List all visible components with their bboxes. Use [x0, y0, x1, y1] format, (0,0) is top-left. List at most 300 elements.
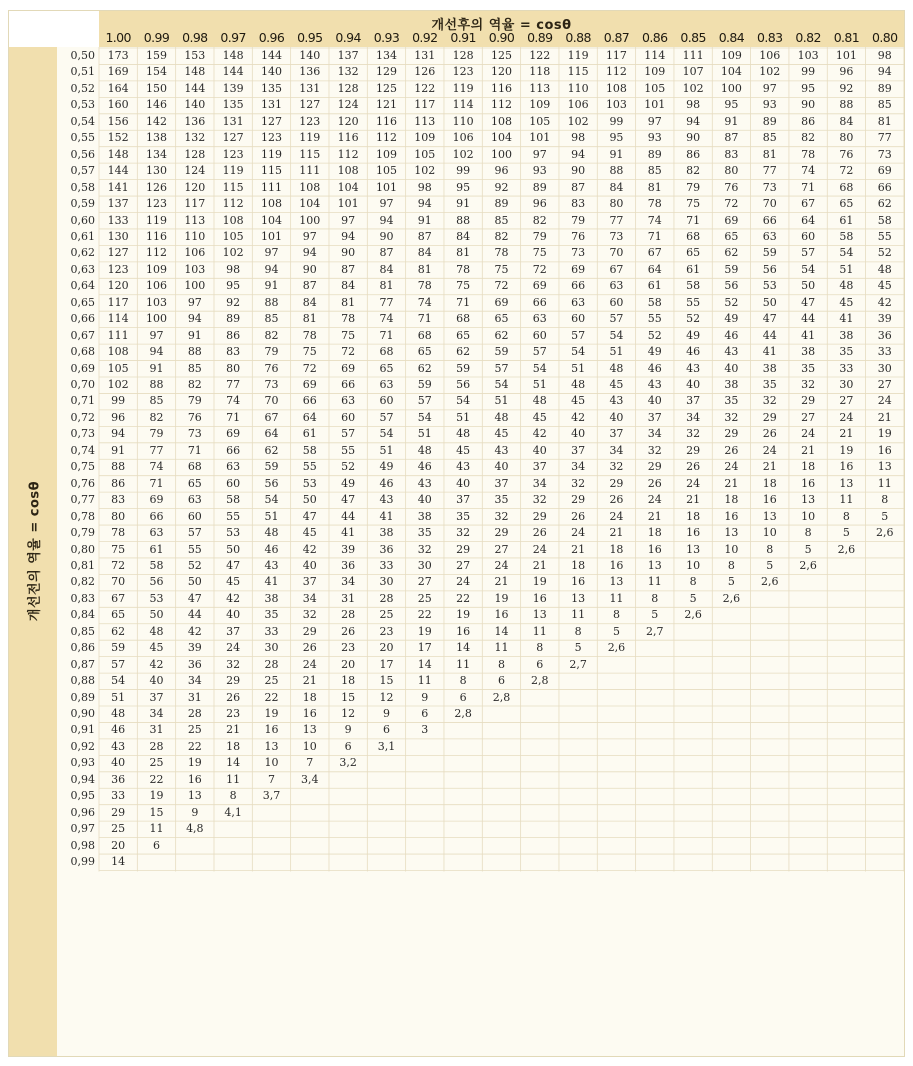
- row-label: 0,66: [70, 312, 95, 326]
- table-cell: 90: [341, 246, 356, 260]
- table-cell: 122: [414, 81, 436, 95]
- table-cell: 42: [187, 624, 202, 638]
- table-cell: 6: [382, 723, 390, 737]
- table-cell: 62: [417, 361, 432, 375]
- table-cell: 74: [417, 295, 432, 309]
- table-cell: 48: [877, 262, 892, 276]
- column-header: 0.97: [220, 30, 246, 45]
- table-cell: 8: [689, 575, 697, 589]
- table-cell: 120: [107, 279, 129, 293]
- table-cell: 35: [456, 509, 471, 523]
- row-label: 0,96: [70, 805, 95, 819]
- table-cell: 52: [341, 460, 356, 474]
- table-row: [57, 229, 904, 245]
- table-cell: 22: [456, 591, 471, 605]
- table-cell: 51: [379, 443, 394, 457]
- row-label: 0,53: [70, 98, 95, 112]
- table-cell: 21: [724, 476, 739, 490]
- table-cell: 72: [494, 279, 509, 293]
- table-cell: 64: [647, 262, 662, 276]
- table-cell: 100: [720, 81, 742, 95]
- table-cell: 35: [494, 493, 509, 507]
- table-cell: 103: [605, 98, 627, 112]
- table-cell: 11: [417, 674, 432, 688]
- table-cell: 62: [724, 246, 739, 260]
- table-cell: 102: [682, 81, 704, 95]
- table-cell: 24: [801, 427, 816, 441]
- table-cell: 110: [567, 81, 589, 95]
- table-cell: 58: [686, 279, 701, 293]
- table-cell: 54: [571, 345, 586, 359]
- table-cell: 28: [264, 657, 279, 671]
- table-cell: 76: [571, 229, 586, 243]
- table-cell: 18: [686, 509, 701, 523]
- table-cell: 87: [302, 279, 317, 293]
- table-cell: 20: [379, 641, 394, 655]
- table-cell: 24: [762, 443, 777, 457]
- table-cell: 54: [801, 262, 816, 276]
- table-cell: 75: [686, 197, 701, 211]
- table-cell: 40: [494, 460, 509, 474]
- table-cell: 78: [801, 147, 816, 161]
- row-label: 0,51: [70, 65, 95, 79]
- table-cell: 34: [571, 460, 586, 474]
- table-cell: 51: [417, 427, 432, 441]
- table-cell: 90: [801, 98, 816, 112]
- table-cell: 50: [226, 542, 241, 556]
- table-cell: 2,7: [569, 657, 587, 671]
- table-cell: 100: [490, 147, 512, 161]
- column-header: 0.98: [182, 30, 208, 45]
- table-cell: 58: [226, 493, 241, 507]
- table-cell: 14: [226, 756, 241, 770]
- table-cell: 65: [724, 229, 739, 243]
- table-cell: 88: [839, 98, 854, 112]
- table-cell: 103: [184, 262, 206, 276]
- table-cell: 16: [264, 723, 279, 737]
- table-cell: 88: [111, 460, 126, 474]
- table-cell: 152: [107, 131, 129, 145]
- table-cell: 5: [727, 575, 735, 589]
- table-cell: 54: [456, 394, 471, 408]
- table-cell: 27: [456, 558, 471, 572]
- column-headers: [99, 29, 904, 47]
- table-cell: 82: [187, 378, 202, 391]
- table-cell: 6: [497, 674, 505, 688]
- table-cell: 76: [187, 410, 202, 424]
- table-cell: 64: [801, 213, 816, 227]
- row-label: 0,60: [70, 213, 95, 227]
- table-cell: 84: [456, 229, 471, 243]
- table-cell: 26: [762, 427, 777, 441]
- table-cell: 8: [459, 674, 467, 688]
- table-row: [57, 739, 904, 755]
- table-cell: 108: [222, 213, 244, 227]
- table-cell: 117: [107, 295, 129, 309]
- table-cell: 59: [111, 641, 126, 655]
- table-cell: 74: [801, 164, 816, 178]
- table-cell: 97: [187, 295, 202, 309]
- table-cell: 32: [302, 608, 317, 622]
- table-cell: 11: [609, 591, 624, 605]
- table-cell: 8: [574, 624, 582, 638]
- table-cell: 21: [686, 493, 701, 507]
- table-cell: 48: [532, 394, 547, 408]
- table-cell: 95: [724, 98, 739, 112]
- row-label: 0,57: [70, 164, 95, 178]
- table-cell: 89: [762, 114, 777, 128]
- row-label: 0,62: [70, 246, 95, 260]
- table-cell: 15: [341, 690, 356, 704]
- table-cell: 83: [724, 147, 739, 161]
- table-cell: 119: [145, 213, 167, 227]
- table-row: [57, 393, 904, 409]
- table-cell: 90: [571, 164, 586, 178]
- table-cell: 54: [264, 493, 279, 507]
- table-cell: 105: [414, 147, 436, 161]
- table-cell: 86: [226, 328, 241, 342]
- table-cell: 51: [839, 262, 854, 276]
- table-cell: 105: [644, 81, 666, 95]
- row-label: 0,55: [70, 131, 95, 145]
- table-cell: 78: [111, 526, 126, 540]
- table-cell: 12: [341, 707, 356, 720]
- table-cell: 63: [149, 526, 164, 540]
- table-cell: 96: [111, 410, 126, 424]
- row-label: 0,69: [70, 361, 95, 375]
- table-cell: 37: [456, 493, 471, 507]
- table-cell: 26: [609, 493, 624, 507]
- table-cell: 59: [494, 345, 509, 359]
- table-cell: 108: [605, 81, 627, 95]
- row-label: 0,79: [70, 526, 95, 540]
- table-row: [57, 180, 904, 196]
- table-cell: 58: [839, 229, 854, 243]
- table-cell: 53: [302, 476, 317, 490]
- table-cell: 46: [111, 723, 126, 737]
- table-row: [57, 361, 904, 377]
- table-cell: 29: [456, 542, 471, 556]
- table-cell: 43: [379, 493, 394, 507]
- table-cell: 115: [260, 164, 282, 178]
- table-cell: 34: [341, 575, 356, 589]
- table-cell: 30: [264, 641, 279, 655]
- table-cell: 77: [609, 213, 624, 227]
- row-label: 0,50: [70, 49, 95, 62]
- table-cell: 70: [264, 394, 279, 408]
- table-cell: 62: [494, 328, 509, 342]
- table-cell: 82: [494, 229, 509, 243]
- table-cell: 102: [759, 65, 781, 79]
- table-cell: 117: [605, 49, 627, 62]
- table-cell: 19: [532, 575, 547, 589]
- table-cell: 81: [417, 262, 432, 276]
- table-cell: 19: [187, 756, 202, 770]
- table-cell: 124: [337, 98, 359, 112]
- table-cell: 122: [529, 49, 551, 62]
- table-cell: 45: [302, 526, 317, 540]
- table-cell: 61: [647, 279, 662, 293]
- table-cell: 148: [184, 65, 206, 79]
- table-cell: 11: [839, 493, 854, 507]
- table-cell: 48: [839, 279, 854, 293]
- table-cell: 49: [647, 345, 662, 359]
- table-cell: 119: [452, 81, 474, 95]
- table-cell: 21: [302, 674, 317, 688]
- table-cell: 80: [839, 131, 854, 145]
- row-label: 0,59: [70, 197, 95, 211]
- table-row: [57, 130, 904, 146]
- table-cell: 102: [567, 114, 589, 128]
- table-cell: 21: [647, 509, 662, 523]
- table-cell: 115: [567, 65, 589, 79]
- table-cell: 98: [877, 49, 892, 62]
- table-row: [57, 722, 904, 738]
- table-cell: 36: [111, 772, 126, 786]
- table-cell: 46: [379, 476, 394, 490]
- table-cell: 28: [379, 591, 394, 605]
- table-cell: 49: [724, 312, 739, 326]
- table-cell: 43: [111, 739, 126, 753]
- table-cell: 5: [881, 509, 889, 523]
- table-cell: 57: [801, 246, 816, 260]
- table-cell: 38: [839, 328, 854, 342]
- table-cell: 84: [379, 262, 394, 276]
- table-cell: 49: [686, 328, 701, 342]
- row-label: 0,81: [70, 558, 95, 572]
- table-cell: 6: [344, 739, 352, 753]
- table-cell: 57: [341, 427, 356, 441]
- table-cell: 90: [686, 131, 701, 145]
- table-cell: 25: [264, 674, 279, 688]
- table-cell: 69: [724, 213, 739, 227]
- table-cell: 48: [456, 427, 471, 441]
- table-cell: 8: [536, 641, 544, 655]
- table-cell: 36: [187, 657, 202, 671]
- table-cell: 31: [187, 690, 202, 704]
- table-cell: 101: [529, 131, 551, 145]
- table-cell: 19: [494, 591, 509, 605]
- table-cell: 37: [532, 460, 547, 474]
- table-cell: 58: [302, 443, 317, 457]
- table-cell: 32: [417, 542, 432, 556]
- table-cell: 144: [107, 164, 129, 178]
- table-cell: 75: [341, 328, 356, 342]
- table-cell: 72: [302, 361, 317, 375]
- table-cell: 63: [187, 493, 202, 507]
- table-cell: 120: [490, 65, 512, 79]
- table-cell: 32: [801, 378, 816, 391]
- table-cell: 18: [762, 476, 777, 490]
- table-cell: 17: [379, 657, 394, 671]
- table-cell: 16: [762, 493, 777, 507]
- column-header: 0.95: [297, 30, 323, 45]
- table-cell: 81: [647, 180, 662, 194]
- table-cell: 93: [647, 131, 662, 145]
- table-cell: 85: [264, 312, 279, 326]
- table-cell: 121: [375, 98, 397, 112]
- table-cell: 70: [609, 246, 624, 260]
- table-cell: 37: [686, 394, 701, 408]
- table-cell: 51: [494, 394, 509, 408]
- table-cell: 94: [264, 262, 279, 276]
- table-cell: 108: [299, 180, 321, 194]
- table-cell: 16: [801, 476, 816, 490]
- table-cell: 95: [226, 279, 241, 293]
- table-cell: 36: [877, 328, 892, 342]
- table-cell: 71: [187, 443, 202, 457]
- table-cell: 73: [571, 246, 586, 260]
- table-cell: 39: [341, 542, 356, 556]
- table-cell: 62: [456, 345, 471, 359]
- table-cell: 17: [417, 641, 432, 655]
- table-cell: 140: [260, 65, 282, 79]
- table-cell: 10: [724, 542, 739, 556]
- table-cell: 6: [421, 707, 429, 720]
- table-cell: 14: [456, 641, 471, 655]
- table-cell: 81: [379, 279, 394, 293]
- table-cell: 58: [149, 558, 164, 572]
- table-cell: 53: [226, 526, 241, 540]
- table-cell: 43: [724, 345, 739, 359]
- table-cell: 42: [149, 657, 164, 671]
- table-cell: 102: [222, 246, 244, 260]
- table-cell: 71: [226, 410, 241, 424]
- table-cell: 65: [839, 197, 854, 211]
- table-cell: 113: [529, 81, 551, 95]
- table-cell: 79: [571, 213, 586, 227]
- table-cell: 37: [571, 443, 586, 457]
- table-cell: 112: [490, 98, 512, 112]
- table-cell: 95: [456, 180, 471, 194]
- table-cell: 43: [609, 394, 624, 408]
- table-cell: 21: [762, 460, 777, 474]
- table-cell: 21: [839, 427, 854, 441]
- table-cell: 109: [375, 147, 397, 161]
- table-cell: 24: [302, 657, 317, 671]
- table-cell: 34: [609, 443, 624, 457]
- table-cell: 84: [609, 180, 624, 194]
- table-cell: 11: [494, 641, 509, 655]
- table-cell: 18: [226, 739, 241, 753]
- table-cell: 37: [647, 410, 662, 424]
- table-cell: 140: [299, 49, 321, 62]
- table-cell: 74: [149, 460, 164, 474]
- table-cell: 64: [302, 410, 317, 424]
- table-cell: 69: [226, 427, 241, 441]
- table-cell: 60: [609, 295, 624, 309]
- column-header: 1.00: [105, 30, 131, 45]
- table-cell: 35: [839, 345, 854, 359]
- row-label: 0,65: [70, 295, 95, 309]
- table-cell: 33: [379, 558, 394, 572]
- table-cell: 11: [532, 624, 547, 638]
- table-frame: [8, 10, 905, 1057]
- table-cell: 104: [260, 213, 282, 227]
- table-cell: 105: [107, 361, 129, 375]
- table-cell: 50: [149, 608, 164, 622]
- table-cell: 106: [759, 49, 781, 62]
- column-header: 0.94: [335, 30, 361, 45]
- table-cell: 59: [264, 460, 279, 474]
- table-cell: 132: [184, 131, 206, 145]
- table-cell: 119: [299, 131, 321, 145]
- table-cell: 75: [456, 279, 471, 293]
- table-cell: 91: [149, 361, 164, 375]
- table-cell: 95: [609, 131, 624, 145]
- table-cell: 66: [341, 378, 356, 391]
- table-cell: 50: [302, 493, 317, 507]
- table-cell: 146: [145, 98, 167, 112]
- table-cell: 24: [494, 558, 509, 572]
- table-cell: 130: [145, 164, 167, 178]
- table-cell: 11: [456, 657, 471, 671]
- table-cell: 103: [797, 49, 819, 62]
- table-row: [57, 558, 904, 574]
- table-cell: 14: [111, 855, 126, 869]
- table-cell: 45: [839, 295, 854, 309]
- column-header: 0.88: [565, 30, 591, 45]
- table-row: [57, 278, 904, 294]
- table-cell: 160: [107, 98, 129, 112]
- table-cell: 15: [379, 674, 394, 688]
- table-cell: 29: [494, 526, 509, 540]
- table-cell: 94: [571, 147, 586, 161]
- table-cell: 54: [417, 410, 432, 424]
- table-cell: 2,8: [454, 707, 472, 720]
- table-cell: 45: [609, 378, 624, 391]
- table-cell: 148: [107, 147, 129, 161]
- table-cell: 19: [877, 427, 892, 441]
- table-cell: 5: [689, 591, 697, 605]
- table-cell: 32: [724, 410, 739, 424]
- table-cell: 69: [494, 295, 509, 309]
- table-cell: 29: [532, 509, 547, 523]
- table-cell: 56: [762, 262, 777, 276]
- row-label: 0,75: [70, 460, 95, 474]
- table-cell: 72: [724, 197, 739, 211]
- table-cell: 91: [417, 213, 432, 227]
- table-cell: 127: [260, 114, 282, 128]
- table-cell: 144: [184, 81, 206, 95]
- table-cell: 92: [226, 295, 241, 309]
- table-cell: 97: [341, 213, 356, 227]
- table-row: [57, 97, 904, 113]
- table-cell: 51: [111, 690, 126, 704]
- table-cell: 27: [494, 542, 509, 556]
- table-cell: 48: [111, 707, 126, 720]
- table-cell: 82: [264, 328, 279, 342]
- table-cell: 105: [375, 164, 397, 178]
- table-cell: 40: [686, 378, 701, 391]
- column-header: 0.83: [757, 30, 783, 45]
- table-corner: [9, 11, 99, 47]
- table-cell: 78: [302, 328, 317, 342]
- table-row: [57, 640, 904, 656]
- table-row: [57, 673, 904, 689]
- table-cell: 32: [571, 476, 586, 490]
- table-cell: 51: [264, 509, 279, 523]
- table-cell: 60: [341, 410, 356, 424]
- table-cell: 71: [149, 476, 164, 490]
- table-cell: 94: [877, 65, 892, 79]
- table-cell: 28: [149, 739, 164, 753]
- table-cell: 20: [111, 838, 126, 852]
- table-cell: 19: [839, 443, 854, 457]
- table-cell: 60: [187, 509, 202, 523]
- table-cell: 18: [647, 526, 662, 540]
- table-cell: 40: [571, 427, 586, 441]
